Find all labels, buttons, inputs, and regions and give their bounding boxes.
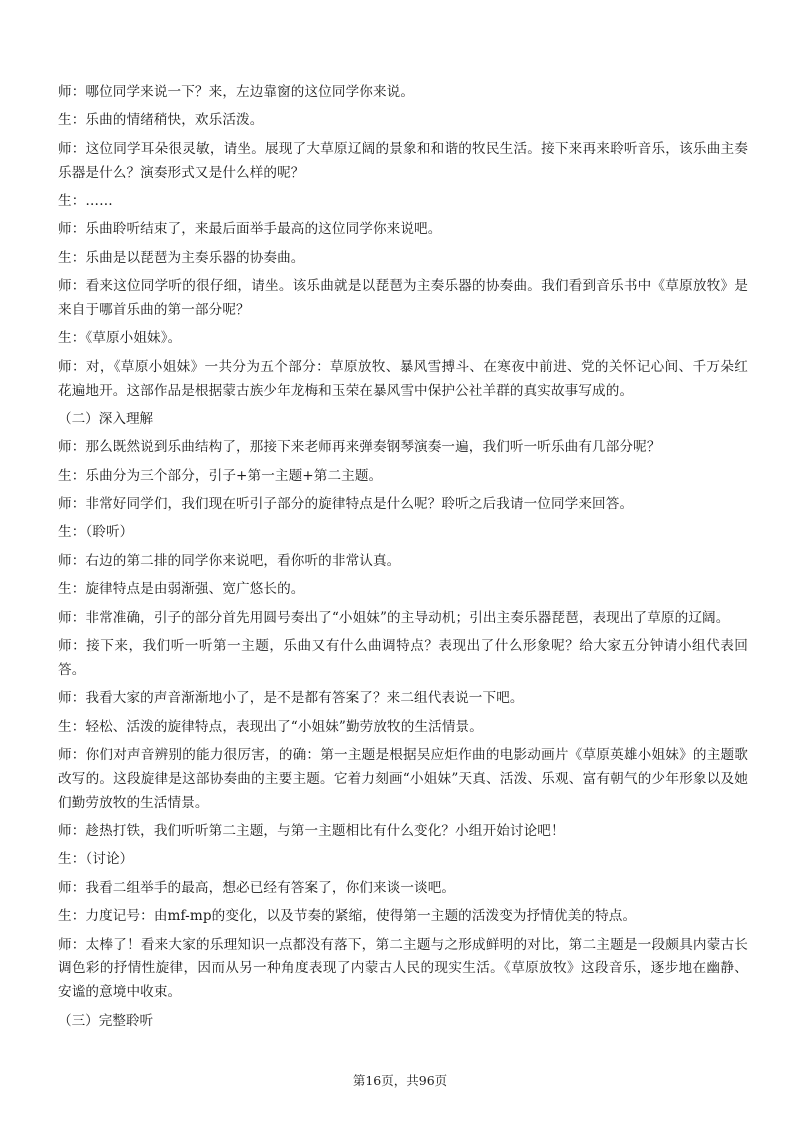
section-heading: （二）深入理解	[58, 410, 154, 427]
paragraph: 生：乐曲的情绪稍快，欢乐活泼。	[58, 112, 264, 129]
paragraph: 师：右边的第二排的同学你来说吧，看你听的非常认真。	[58, 552, 401, 569]
paragraph: 师：乐曲聆听结束了，来最后面举手最高的这位同学你来说吧。	[58, 221, 442, 238]
paragraph: 生：（讨论）	[58, 851, 134, 868]
paragraph: 师：接下来，我们听一听第一主题，乐曲又有什么曲调特点？表现出了什么形象呢？给大家五分钟请小组代表回答。	[58, 638, 748, 678]
document-body	[58, 81, 748, 1038]
paragraph: 生：轻松、活泼的旋律特点，表现出了“小姐妹”勤劳放牧的生活情景。	[58, 718, 483, 735]
paragraph: 生：《草原小姐妹》。	[58, 330, 182, 347]
paragraph: 生：旋律特点是由弱渐强、宽广悠长的。	[58, 581, 305, 598]
paragraph: 师：非常准确，引子的部分首先用圆号奏出了“小姐妹”的主导动机；引出主奏乐器琵琶，表现出了草原的辽阔。	[58, 609, 730, 626]
paragraph: 师：我看二组举手的最高，想必已经有答案了，你们来谈一谈吧。	[58, 879, 456, 896]
paragraph: 师：我看大家的声音渐渐地小了，是不是都有答案了？来二组代表说一下吧。	[58, 690, 524, 707]
paragraph: 生：力度记号：由mf-mp的变化，以及节奏的紧缩，使得第一主题的活泼变为抒情优美的特点。	[58, 908, 637, 925]
paragraph: 师：看来这位同学听的很仔细，请坐。该乐曲就是以琵琶为主奏乐器的协奏曲。我们看到音乐书中《草原放牧》是来自于哪首乐曲的第一部分呢？	[58, 278, 748, 318]
paragraph: 生：乐曲是以琵琶为主奏乐器的协奏曲。	[58, 249, 305, 266]
paragraph: 师：哪位同学来说一下？来，左边靠窗的这位同学你来说。	[58, 84, 415, 100]
paragraph: 师：对，《草原小姐妹》一共分为五个部分：草原放牧、暴风雪搏斗、在寒夜中前进、党的关怀记心间、千万朵红花遍地开。这部作品是根据蒙古族少年龙梅和玉荣在暴风雪中保护公社羊群的真实故事写成的。	[58, 358, 748, 399]
paragraph: 师：太棒了！看来大家的乐理知识一点都没有落下，第二主题与之形成鲜明的对比，第二主题是一段颇具内蒙古长调色彩的抒情性旋律，因而从另一种角度表现了内蒙古人民的现实生活。《草原放牧》这段音乐，逐步地在幽静、安谧的意境中收束。	[58, 936, 748, 1001]
paragraph: 师：你们对声音辨别的能力很厉害，的确：第一主题是根据吴应炬作曲的电影动画片《草原英雄小姐妹》的主题歌改写的。这段旋律是这部协奏曲的主要主题。它着力刻画“小姐妹”天真、活泼、乐观、富有朝气的少年形象以及她们勤劳放牧的生活情景。	[58, 747, 748, 811]
paragraph: 生：乐曲分为三个部分，引子+第一主题+第二主题。	[58, 467, 383, 484]
page-number: 第16页，共96页	[352, 1073, 448, 1088]
paragraph: 师：那么既然说到乐曲结构了，那接下来老师再来弹奏钢琴演奏一遍，我们听一听乐曲有几部分呢？	[58, 439, 661, 456]
paragraph: 师：趁热打铁，我们听听第二主题，与第一主题相比有什么变化？小组开始讨论吧！	[58, 822, 565, 839]
paragraph: 师：这位同学耳朵很灵敏，请坐。展现了大草原辽阔的景象和和谐的牧民生活。接下来再来聆听音乐，该乐曲主奏乐器是什么？演奏形式又是什么样的呢？	[58, 140, 748, 181]
paragraph: 师：非常好同学们，我们现在听引子部分的旋律特点是什么呢？聆听之后我请一位同学来回答。	[58, 496, 634, 513]
paragraph: 生：（聆听）	[58, 524, 134, 541]
section-heading: （三）完整聆听	[58, 1012, 154, 1029]
paragraph: 生：……	[58, 192, 113, 209]
